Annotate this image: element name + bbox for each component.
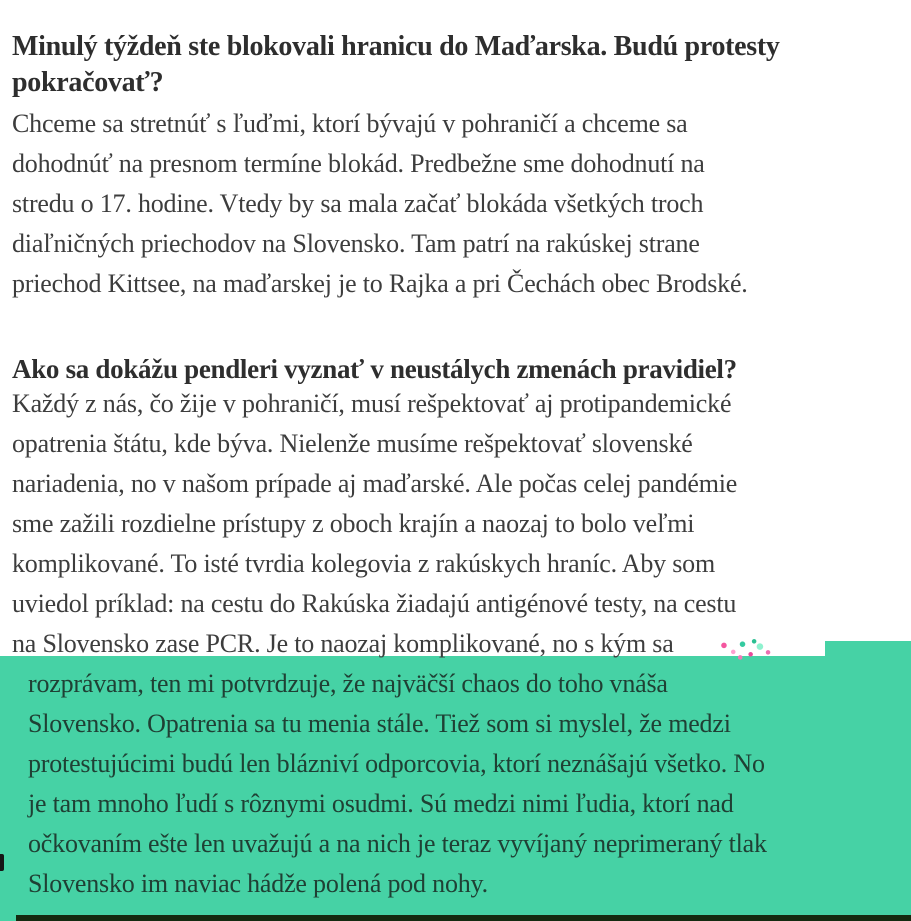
interview-answer-1 (12, 104, 748, 304)
highlighted-line: očkovaním ešte len uvažujú a na nich je teraz vyvíjaný neprimeraný tlak (28, 829, 767, 858)
heading-line: pokračovať? (12, 66, 164, 98)
body-line: nariadenia, no v našom prípade aj maďarské. Ale počas celej pandémie (12, 469, 738, 498)
glitch-artifact (717, 637, 775, 661)
interview-answer-2-highlighted (28, 664, 767, 904)
body-line: komplikované. To isté tvrdia kolegovia z rakúskych hraníc. Aby som (12, 549, 715, 578)
body-line: priechod Kittsee, na maďarskej je to Rajka a pri Čechách obec Brodské. (12, 269, 748, 298)
body-line: Chceme sa stretnúť s ľuďmi, ktorí bývajú v pohraničí a chceme sa (12, 109, 688, 138)
interview-answer-2 (12, 384, 737, 664)
body-line: diaľničných priechodov na Slovensko. Tam patrí na rakúskej strane (12, 229, 700, 258)
highlighted-line: protestujúcimi budú len blázniví odporcovia, ktorí neznášajú všetko. No (28, 749, 765, 778)
highlighted-line: rozprávam, ten mi potvrdzuje, že najväčší chaos do toho vnáša (28, 669, 668, 698)
body-line: sme zažili rozdielne prístupy z oboch krajín a naozaj to bolo veľmi (12, 509, 695, 538)
body-line: na Slovensko zase PCR. Je to naozaj komplikované, no s kým sa (12, 629, 674, 658)
body-line: uviedol príklad: na cestu do Rakúska žiadajú antigénové testy, na cestu (12, 589, 737, 618)
left-edge-mark (0, 854, 4, 871)
body-line: Každý z nás, čo žije v pohraničí, musí rešpektovať aj protipandemické (12, 389, 732, 418)
highlighted-line: Slovensko. Opatrenia sa tu menia stále. Tiež som si myslel, že medzi (28, 709, 731, 738)
interview-question-2 (12, 351, 737, 387)
body-line: dohodnúť na presnom termíne blokád. Predbežne sme dohodnutí na (12, 149, 705, 178)
heading-line: Ako sa dokážu pendleri vyznať v neustálych zmenách pravidiel? (12, 354, 737, 385)
heading-line: Minulý týždeň ste blokovali hranicu do Maďarska. Budú protesty (12, 30, 780, 62)
highlighted-line: je tam mnoho ľudí s rôznymi osudmi. Sú medzi nimi ľudia, ktorí nad (28, 789, 734, 818)
body-line: opatrenia štátu, kde býva. Nielenže musíme rešpektovať slovenské (12, 429, 693, 458)
interview-question-1 (12, 29, 780, 101)
bottom-dark-bar (16, 915, 911, 921)
highlighted-line: Slovensko im naviac hádže polená pod nohy. (28, 869, 488, 898)
body-line: stredu o 17. hodine. Vtedy by sa mala začať blokáda všetkých troch (12, 189, 704, 218)
